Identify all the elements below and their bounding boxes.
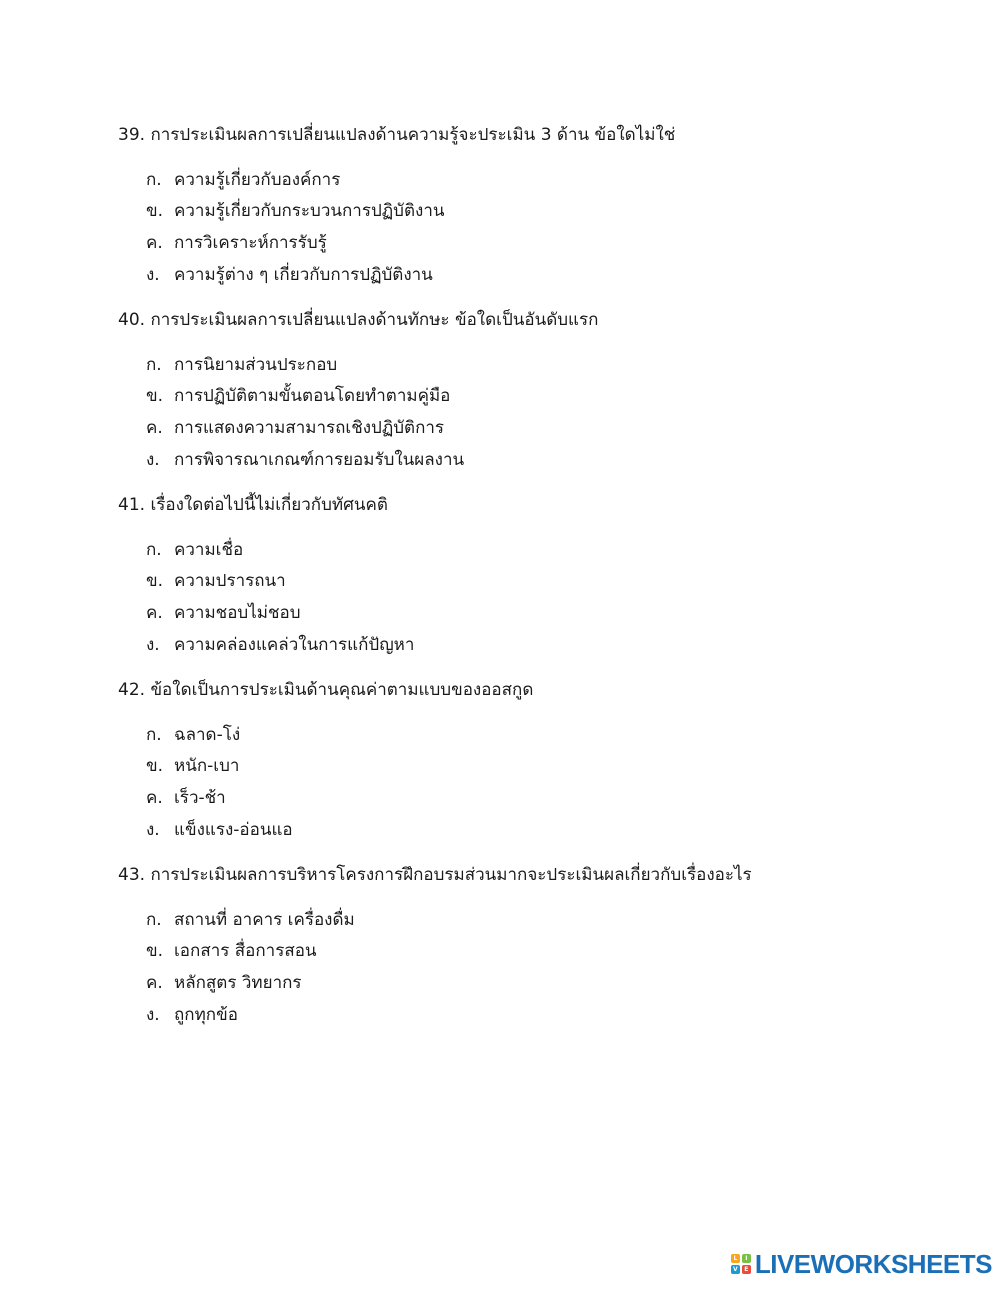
option-item[interactable] xyxy=(146,634,414,656)
option-item[interactable] xyxy=(146,787,226,809)
option-text: ความคล่องแคล่วในการแก้ปัญหา xyxy=(174,635,415,655)
option-item[interactable] xyxy=(146,940,317,962)
question-text: 40. การประเมินผลการเปลี่ยนแปลงด้านทักษะ ข้อใดเป็นอันดับแรก xyxy=(118,310,599,330)
option-text: การแสดงความสามารถเชิงปฏิบัติการ xyxy=(174,418,445,438)
option-item[interactable] xyxy=(146,1004,238,1026)
question-text: 43. การประเมินผลการบริหารโครงการฝึกอบรมส่วนมากจะประเมินผลเกี่ยวกับเรื่องอะไร xyxy=(118,865,752,885)
option-item[interactable] xyxy=(146,909,355,931)
logo-text: LIVEWORKSHEETS xyxy=(754,1249,992,1279)
option-text: ความรู้ต่าง ๆ เกี่ยวกับการปฏิบัติงาน xyxy=(174,265,433,285)
option-letter: ข. xyxy=(146,201,164,221)
option-letter: ง. xyxy=(146,635,160,655)
option-letter: ค. xyxy=(146,233,163,253)
option-item[interactable] xyxy=(146,819,293,841)
option-item[interactable] xyxy=(146,200,444,222)
option-text: การวิเคราะห์การรับรู้ xyxy=(174,233,327,253)
option-item[interactable] xyxy=(146,972,302,994)
question-text: 39. การประเมินผลการเปลี่ยนแปลงด้านความรู้จะประเมิน 3 ด้าน ข้อใดไม่ใช่ xyxy=(118,125,676,145)
option-letter: ค. xyxy=(146,973,163,993)
option-text: การปฏิบัติตามขั้นตอนโดยทำตามคู่มือ xyxy=(174,386,451,406)
logo-block: E xyxy=(742,1265,751,1274)
option-text: เร็ว-ช้า xyxy=(174,788,226,808)
option-item[interactable] xyxy=(146,385,450,407)
option-letter: ก. xyxy=(146,170,162,190)
option-letter: ก. xyxy=(146,540,162,560)
option-letter: ค. xyxy=(146,603,163,623)
question-text: 42. ข้อใดเป็นการประเมินด้านคุณค่าตามแบบของออสกูด xyxy=(118,680,534,700)
option-letter: ค. xyxy=(146,418,163,438)
logo-block: V xyxy=(731,1265,740,1274)
option-text: เอกสาร สื่อการสอน xyxy=(174,941,317,961)
option-letter: ง. xyxy=(146,820,160,840)
logo-mark-icon xyxy=(731,1254,751,1274)
option-letter: ข. xyxy=(146,756,164,776)
option-text: ฉลาด-โง่ xyxy=(174,725,241,745)
option-text: ความรู้เกี่ยวกับกระบวนการปฏิบัติงาน xyxy=(174,201,445,221)
option-item[interactable] xyxy=(146,264,433,286)
option-letter: ข. xyxy=(146,571,164,591)
option-text: ถูกทุกข้อ xyxy=(174,1005,238,1025)
option-text: ความรู้เกี่ยวกับองค์การ xyxy=(174,170,341,190)
option-text: หลักสูตร วิทยากร xyxy=(174,973,302,993)
option-item[interactable] xyxy=(146,724,240,746)
option-item[interactable] xyxy=(146,417,444,439)
option-text: สถานที่ อาคาร เครื่องดื่ม xyxy=(174,910,355,930)
option-letter: ก. xyxy=(146,355,162,375)
option-text: ความปรารถนา xyxy=(174,571,286,591)
option-letter: ก. xyxy=(146,725,162,745)
option-item[interactable] xyxy=(146,570,286,592)
option-item[interactable] xyxy=(146,354,337,376)
option-item[interactable] xyxy=(146,755,239,777)
logo-block: L xyxy=(731,1254,740,1263)
option-letter: ง. xyxy=(146,450,160,470)
option-letter: ข. xyxy=(146,941,164,961)
option-letter: ข. xyxy=(146,386,164,406)
option-item[interactable] xyxy=(146,602,301,624)
option-item[interactable] xyxy=(146,539,243,561)
option-item[interactable] xyxy=(146,232,327,254)
option-letter: ง. xyxy=(146,1005,160,1025)
option-item[interactable] xyxy=(146,169,340,191)
option-text: การพิจารณาเกณฑ์การยอมรับในผลงาน xyxy=(174,450,465,470)
option-letter: ง. xyxy=(146,265,160,285)
option-text: หนัก-เบา xyxy=(174,756,240,776)
option-text: ความเชื่อ xyxy=(174,540,244,560)
liveworksheets-logo[interactable] xyxy=(731,1251,992,1277)
option-item[interactable] xyxy=(146,449,464,471)
logo-block: I xyxy=(742,1254,751,1263)
option-letter: ก. xyxy=(146,910,162,930)
option-text: ความชอบไม่ชอบ xyxy=(174,603,301,623)
option-text: การนิยามส่วนประกอบ xyxy=(174,355,338,375)
option-text: แข็งแรง-อ่อนแอ xyxy=(174,820,293,840)
question-text: 41. เรื่องใดต่อไปนี้ไม่เกี่ยวกับทัศนคติ xyxy=(118,495,388,515)
option-letter: ค. xyxy=(146,788,163,808)
